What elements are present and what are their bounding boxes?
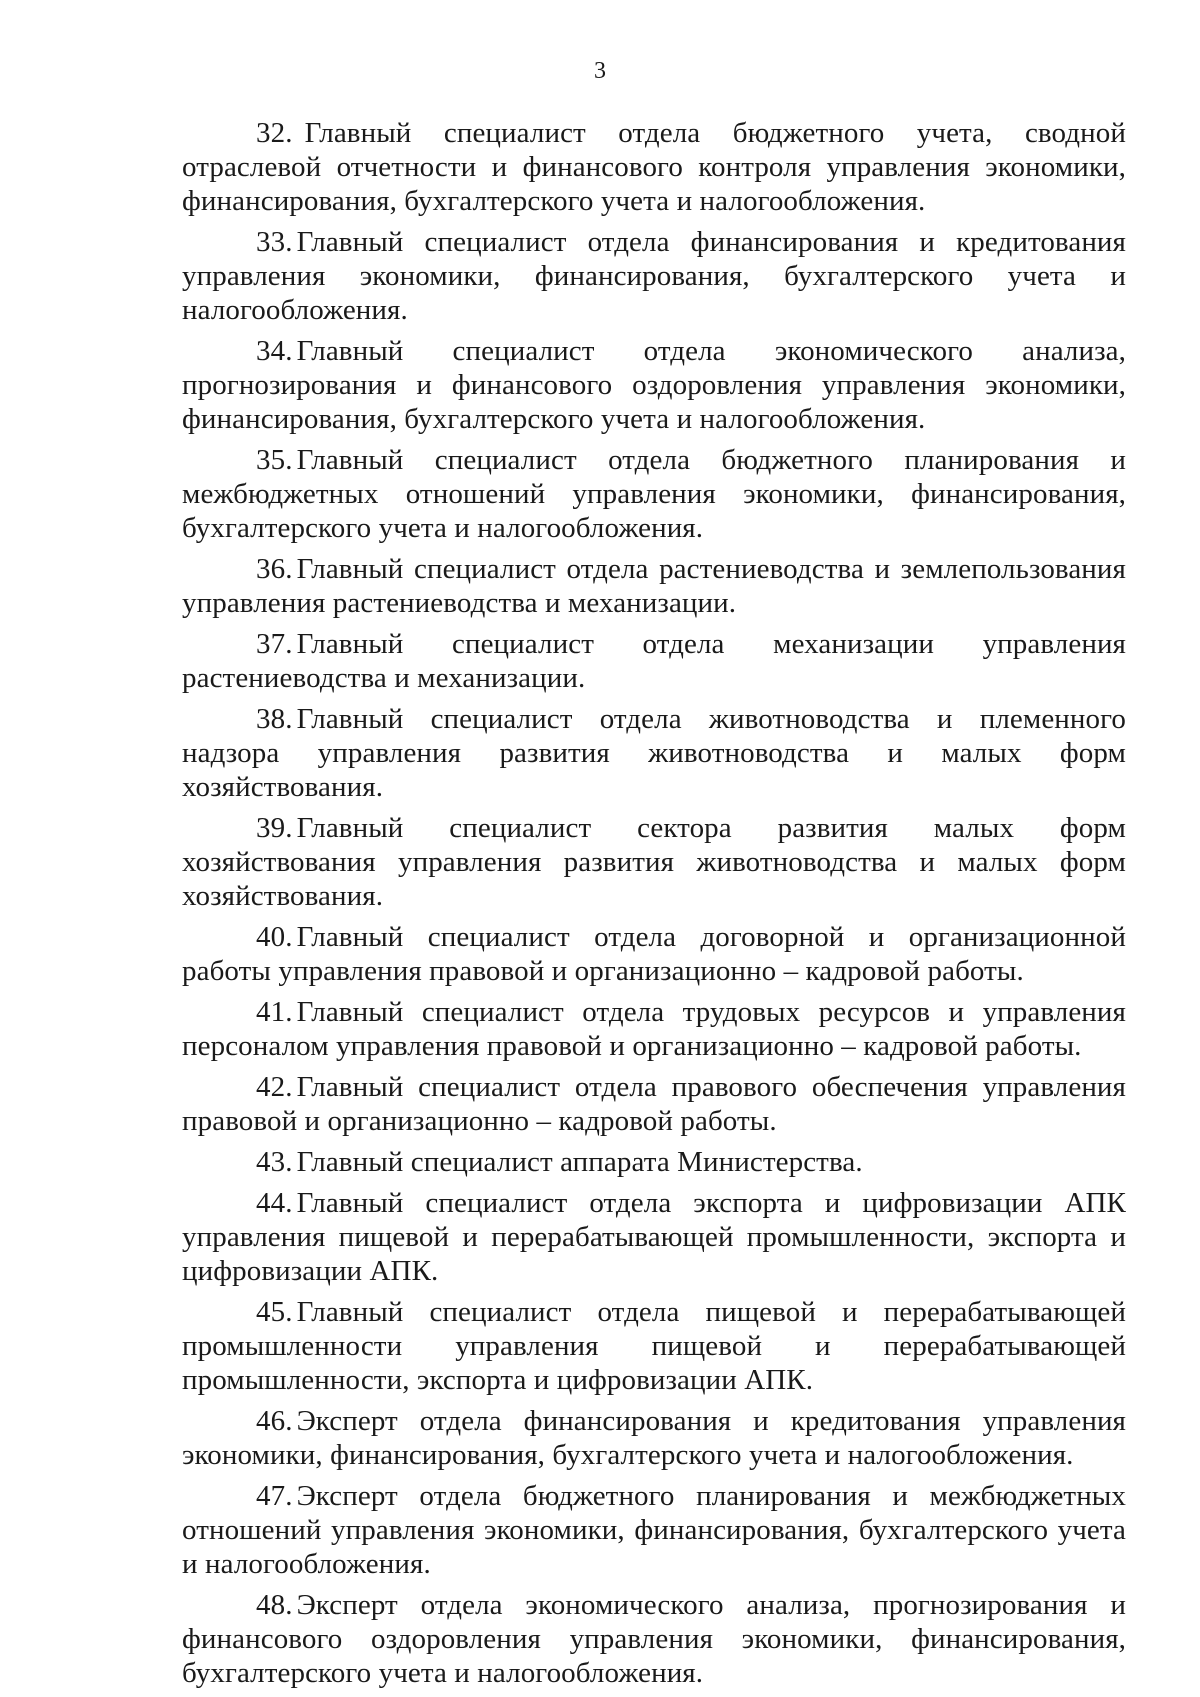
list-item [182,334,1126,436]
list-item [182,552,1126,620]
item-number: 48. [256,1589,293,1621]
list-item [182,116,1126,218]
position-list [182,116,1126,1697]
item-text: Эксперт отдела финансирования и кредитования управления экономики, финансирования, бухгалтерского учета и налогообложения. [182,1405,1126,1471]
item-number: 46. [256,1405,293,1437]
item-number: 35. [256,444,293,476]
item-number: 42. [256,1071,293,1103]
list-item [182,443,1126,545]
item-number: 36. [256,553,293,585]
item-text: Главный специалист отдела правового обеспечения управления правовой и организационно – кадровой работы. [182,1071,1126,1137]
item-text: Главный специалист отдела пищевой и перерабатывающей промышленности управления пищевой и перерабатывающей промышленности, экспорта и цифровизации АПК. [182,1296,1126,1396]
item-text: Главный специалист отдела животноводства и племенного надзора управления развития животноводства и малых форм хозяйствования. [182,703,1126,803]
list-item [182,811,1126,913]
list-item [182,1295,1126,1397]
list-item [182,1404,1126,1472]
list-item [182,1070,1126,1138]
list-item [182,995,1126,1063]
item-text: Главный специалист отдела трудовых ресурсов и управления персоналом управления правовой и организационно – кадровой работы. [182,996,1126,1062]
item-text: Главный специалист сектора развития малых форм хозяйствования управления развития животноводства и малых форм хозяйствования. [182,812,1126,912]
item-number: 39. [256,812,293,844]
list-item [182,1479,1126,1581]
item-text: Главный специалист отдела бюджетного планирования и межбюджетных отношений управления экономики, финансирования, бухгалтерского учета и налогообложения. [182,444,1126,544]
item-number: 44. [256,1187,293,1219]
list-item [182,225,1126,327]
item-number: 41. [256,996,293,1028]
item-number: 45. [256,1296,293,1328]
item-number: 32. [256,117,293,149]
item-number: 40. [256,921,293,953]
item-text: Главный специалист отдела финансирования и кредитования управления экономики, финансирования, бухгалтерского учета и налогообложения. [182,226,1126,326]
item-text: Главный специалист отдела растениеводства и землепользования управления растениеводства и механизации. [182,553,1126,619]
item-text: Главный специалист отдела механизации управления растениеводства и механизации. [182,628,1126,694]
list-item [182,920,1126,988]
list-item [182,1186,1126,1288]
list-item [182,627,1126,695]
item-number: 43. [256,1146,293,1178]
list-item [182,1145,1126,1179]
item-number: 33. [256,226,293,258]
item-number: 37. [256,628,293,660]
item-number: 38. [256,703,293,735]
item-text: Главный специалист аппарата Министерства. [296,1146,863,1178]
item-number: 47. [256,1480,293,1512]
page-number: 3 [594,58,606,84]
item-text: Главный специалист отдела бюджетного учета, сводной отраслевой отчетности и финансового контроля управления экономики, финансирования, бухгалтерского учета и налогообложения. [182,117,1126,217]
item-text: Главный специалист отдела экономического анализа, прогнозирования и финансового оздоровления управления экономики, финансирования, бухгалтерского учета и налогообложения. [182,335,1126,435]
item-number: 34. [256,335,293,367]
list-item [182,1588,1126,1690]
list-item [182,702,1126,804]
item-text: Главный специалист отдела экспорта и цифровизации АПК управления пищевой и перерабатывающей промышленности, экспорта и цифровизации АПК. [182,1187,1126,1287]
item-text: Эксперт отдела бюджетного планирования и межбюджетных отношений управления экономики, финансирования, бухгалтерского учета и налогообложения. [182,1480,1126,1580]
item-text: Эксперт отдела экономического анализа, прогнозирования и финансового оздоровления управления экономики, финансирования, бухгалтерского учета и налогообложения. [182,1589,1126,1689]
item-text: Главный специалист отдела договорной и организационной работы управления правовой и организационно – кадровой работы. [182,921,1126,987]
